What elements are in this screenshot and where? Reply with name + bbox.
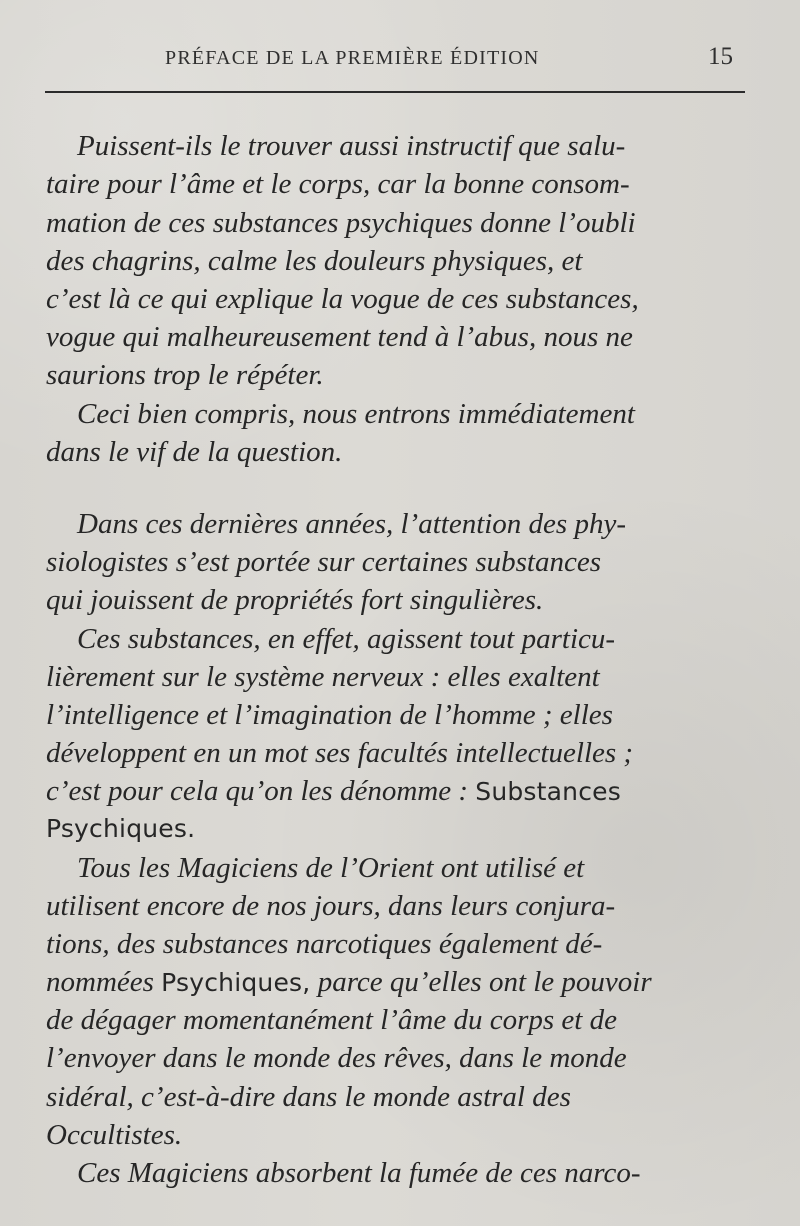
running-header [45,45,755,75]
text-line: utilisent encore de nos jours, dans leurs conjura- [46,890,616,922]
text-line: Occultistes. [46,1119,183,1151]
text-line: vogue qui malheureusement tend à l’abus, nous ne [46,321,633,353]
roman-text-segment: Substances [475,777,621,806]
header-rule [45,91,745,93]
page-number: 15 [708,43,733,70]
text-line: mation de ces substances psychiques donne l’oubli [46,207,636,239]
text-line: lièrement sur le système nerveux : elles exaltent [46,661,600,693]
text-line: développent en un mot ses facultés intellectuelles ; [46,737,634,769]
roman-text-line: Psychiques. [46,814,196,843]
text-line: qui jouissent de propriétés fort singulières. [46,584,544,616]
text-line: Ces Magiciens absorbent la fumée de ces narco- [77,1157,641,1189]
running-title: PRÉFACE DE LA PREMIÈRE ÉDITION [165,47,540,69]
text-line-with-roman [46,968,652,997]
text-line: Tous les Magiciens de l’Orient ont utilisé et [77,852,585,884]
text-line: siologistes s’est portée sur certaines substances [46,546,601,578]
text-line: Ces substances, en effet, agissent tout particu- [77,623,616,655]
text-line: des chagrins, calme les douleurs physiques, et [46,245,583,277]
text-line: sidéral, c’est-à-dire dans le monde astral des [46,1081,571,1113]
text-line: l’envoyer dans le monde des rêves, dans le monde [46,1042,627,1074]
text-line: l’intelligence et l’imagination de l’homme ; elles [46,699,613,731]
text-line: Ceci bien compris, nous entrons immédiatement [77,398,635,430]
text-line: Puissent-ils le trouver aussi instructif que salu- [77,130,626,162]
text-line: Dans ces dernières années, l’attention des phy- [77,508,626,540]
roman-text-segment: Psychiques, [161,968,311,997]
text-segment: nommées [46,966,162,998]
text-line: de dégager momentanément l’âme du corps et de [46,1004,617,1036]
text-line-with-roman [46,777,621,806]
text-line: c’est là ce qui explique la vogue de ces substances, [46,283,639,315]
text-line: dans le vif de la question. [46,436,343,468]
text-line: saurions trop le répéter. [46,359,324,391]
text-line: tions, des substances narcotiques également dé- [46,928,603,960]
text-line: taire pour l’âme et le corps, car la bonne consom- [46,168,630,200]
text-segment: parce qu’elles ont le pouvoir [310,966,652,998]
text-segment: c’est pour cela qu’on les dénomme : [46,775,476,807]
